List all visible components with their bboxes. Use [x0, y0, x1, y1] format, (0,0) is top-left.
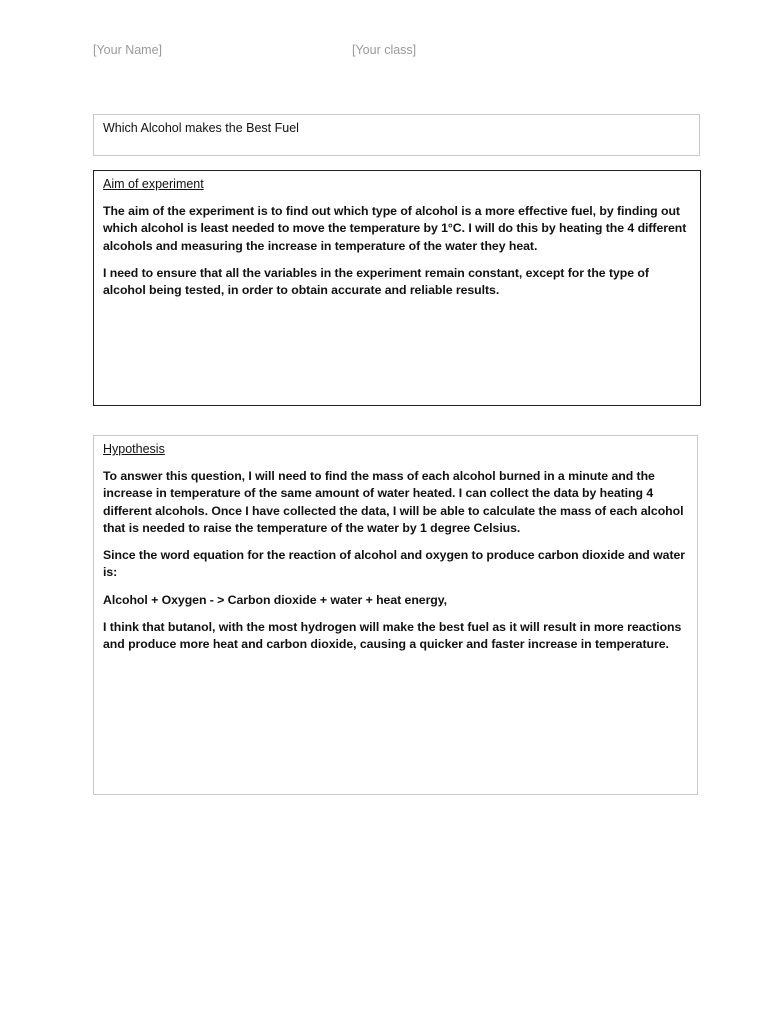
aim-paragraph-1[interactable]: The aim of the experiment is to find out which type of alcohol is a more effective fuel, by finding out which alcohol is least needed to move the temperature by 1°C. I will do this by heating the 4 different alcohols and measuring the increase in temperature of the water they heat.	[103, 204, 687, 253]
aim-paragraph-2[interactable]: I need to ensure that all the variables in the experiment remain constant, except for the type of alcohol being tested, in order to obtain accurate and reliable results.	[103, 265, 649, 298]
word-equation[interactable]: Alcohol + Oxygen - > Carbon dioxide + water + heat energy,	[103, 592, 448, 607]
your-name-placeholder[interactable]: [Your Name]	[93, 43, 163, 57]
title-box	[93, 114, 700, 156]
hypothesis-paragraph-1[interactable]: To answer this question, I will need to find the mass of each alcohol burned in a minute and the increase in temperature of the same amount of water heated. I can collect the data by heating 4 different alcohols. Once I have collected the data, I will be able to calculate the mass of each alcohol that is needed to raise the temperature of the water by 1 degree Celsius.	[103, 469, 684, 535]
hypothesis-section-box	[93, 435, 698, 795]
hypothesis-heading: Hypothesis	[103, 442, 165, 456]
aim-heading: Aim of experiment	[103, 177, 204, 191]
hypothesis-paragraph-4[interactable]: I think that butanol, with the most hydrogen will make the best fuel as it will result in more reactions and produce more heat and carbon dioxide, causing a quicker and faster increase in temperature.	[103, 620, 682, 652]
aim-section-box	[93, 170, 701, 406]
your-class-placeholder[interactable]: [Your class]	[352, 43, 417, 57]
document-title[interactable]: Which Alcohol makes the Best Fuel	[103, 121, 299, 135]
hypothesis-paragraph-2[interactable]: Since the word equation for the reaction of alcohol and oxygen to produce carbon dioxide and water is:	[103, 548, 686, 580]
